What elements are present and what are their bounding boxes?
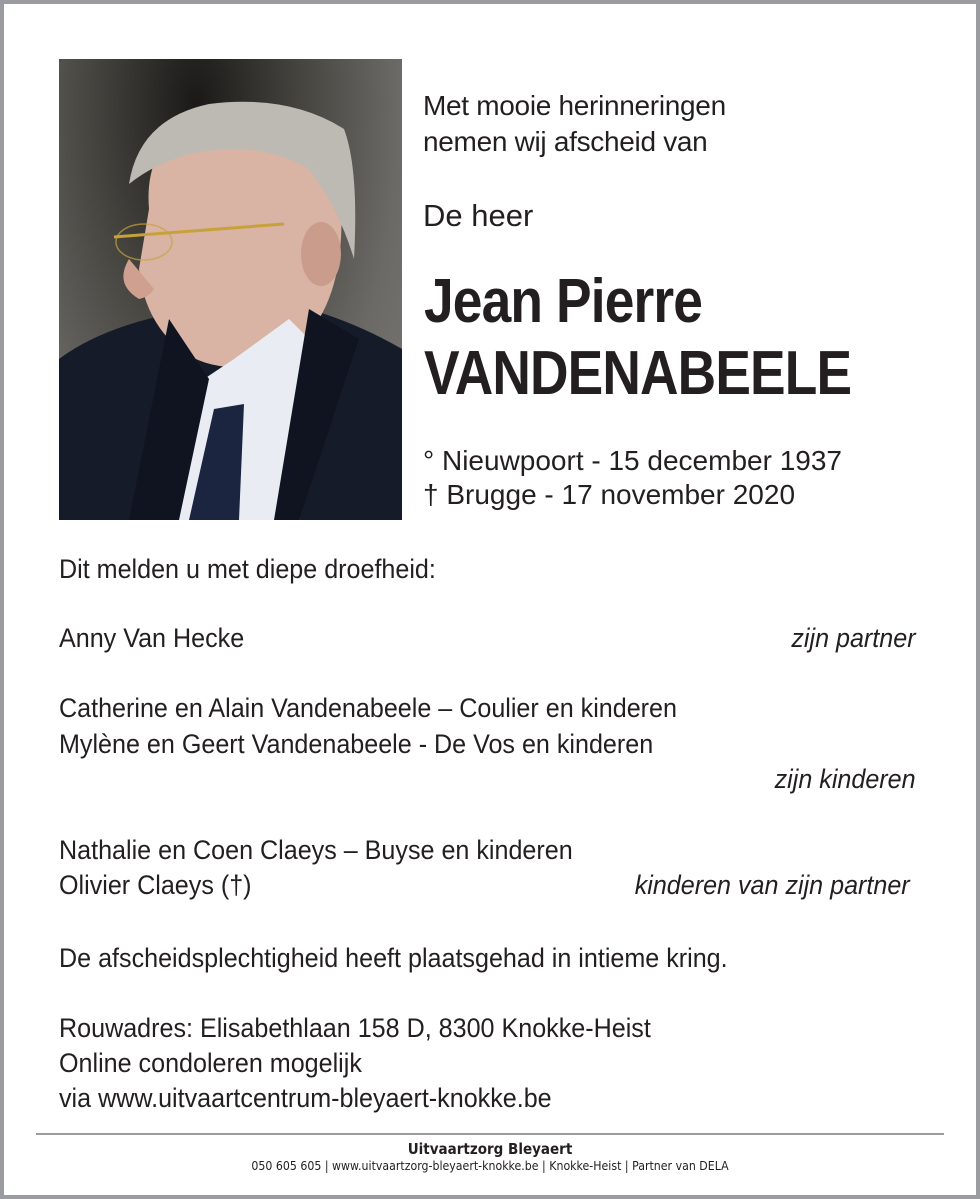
partner-child-line-1: Nathalie en Coen Claeys – Buyse en kinderen	[59, 835, 573, 865]
birth-line: ° Nieuwpoort - 15 december 1937	[423, 445, 842, 476]
life-dates	[423, 444, 842, 512]
honorific: De heer	[423, 198, 534, 233]
death-line: † Brugge - 17 november 2020	[423, 479, 796, 510]
condolence-link[interactable]: via www.uitvaartcentrum-bleyaert-knokke.be	[59, 1083, 552, 1113]
footer-info: 050 605 605 | www.uitvaartzorg-bleyaert-knokke.be | Knokke-Heist | Partner van DELA	[251, 1158, 729, 1173]
footer-divider	[36, 1133, 944, 1135]
partner-name: Anny Van Hecke	[59, 623, 245, 653]
partner-role: zijn partner	[791, 623, 916, 653]
surname: VANDENABEELE	[424, 339, 852, 408]
address-line: Rouwadres: Elisabethlaan 158 D, 8300 Knokke-Heist	[59, 1013, 651, 1043]
partner-child-line-2: Olivier Claeys (†)	[59, 870, 252, 900]
announcement: Dit melden u met diepe droefheid:	[59, 554, 436, 584]
footer-company: Uitvaartzorg Bleyaert	[407, 1140, 573, 1158]
first-names: Jean Pierre	[424, 267, 703, 336]
child-line-1: Catherine en Alain Vandenabeele – Coulier en kinderen	[59, 693, 677, 723]
portrait-photo	[59, 59, 402, 520]
intro-line-2: nemen wij afscheid van	[423, 126, 708, 157]
condolence-line-1: Online condoleren mogelijk	[59, 1048, 362, 1078]
intro-line-1: Met mooie herinneringen	[423, 90, 726, 121]
deceased-name	[424, 266, 851, 410]
partner-children-role: kinderen van zijn partner	[635, 870, 910, 900]
children-role: zijn kinderen	[775, 764, 916, 794]
ceremony-text: De afscheidsplechtigheid heeft plaatsgehad in intieme kring.	[59, 943, 728, 973]
intro-text	[423, 88, 726, 160]
child-line-2: Mylène en Geert Vandenabeele - De Vos en kinderen	[59, 729, 654, 759]
